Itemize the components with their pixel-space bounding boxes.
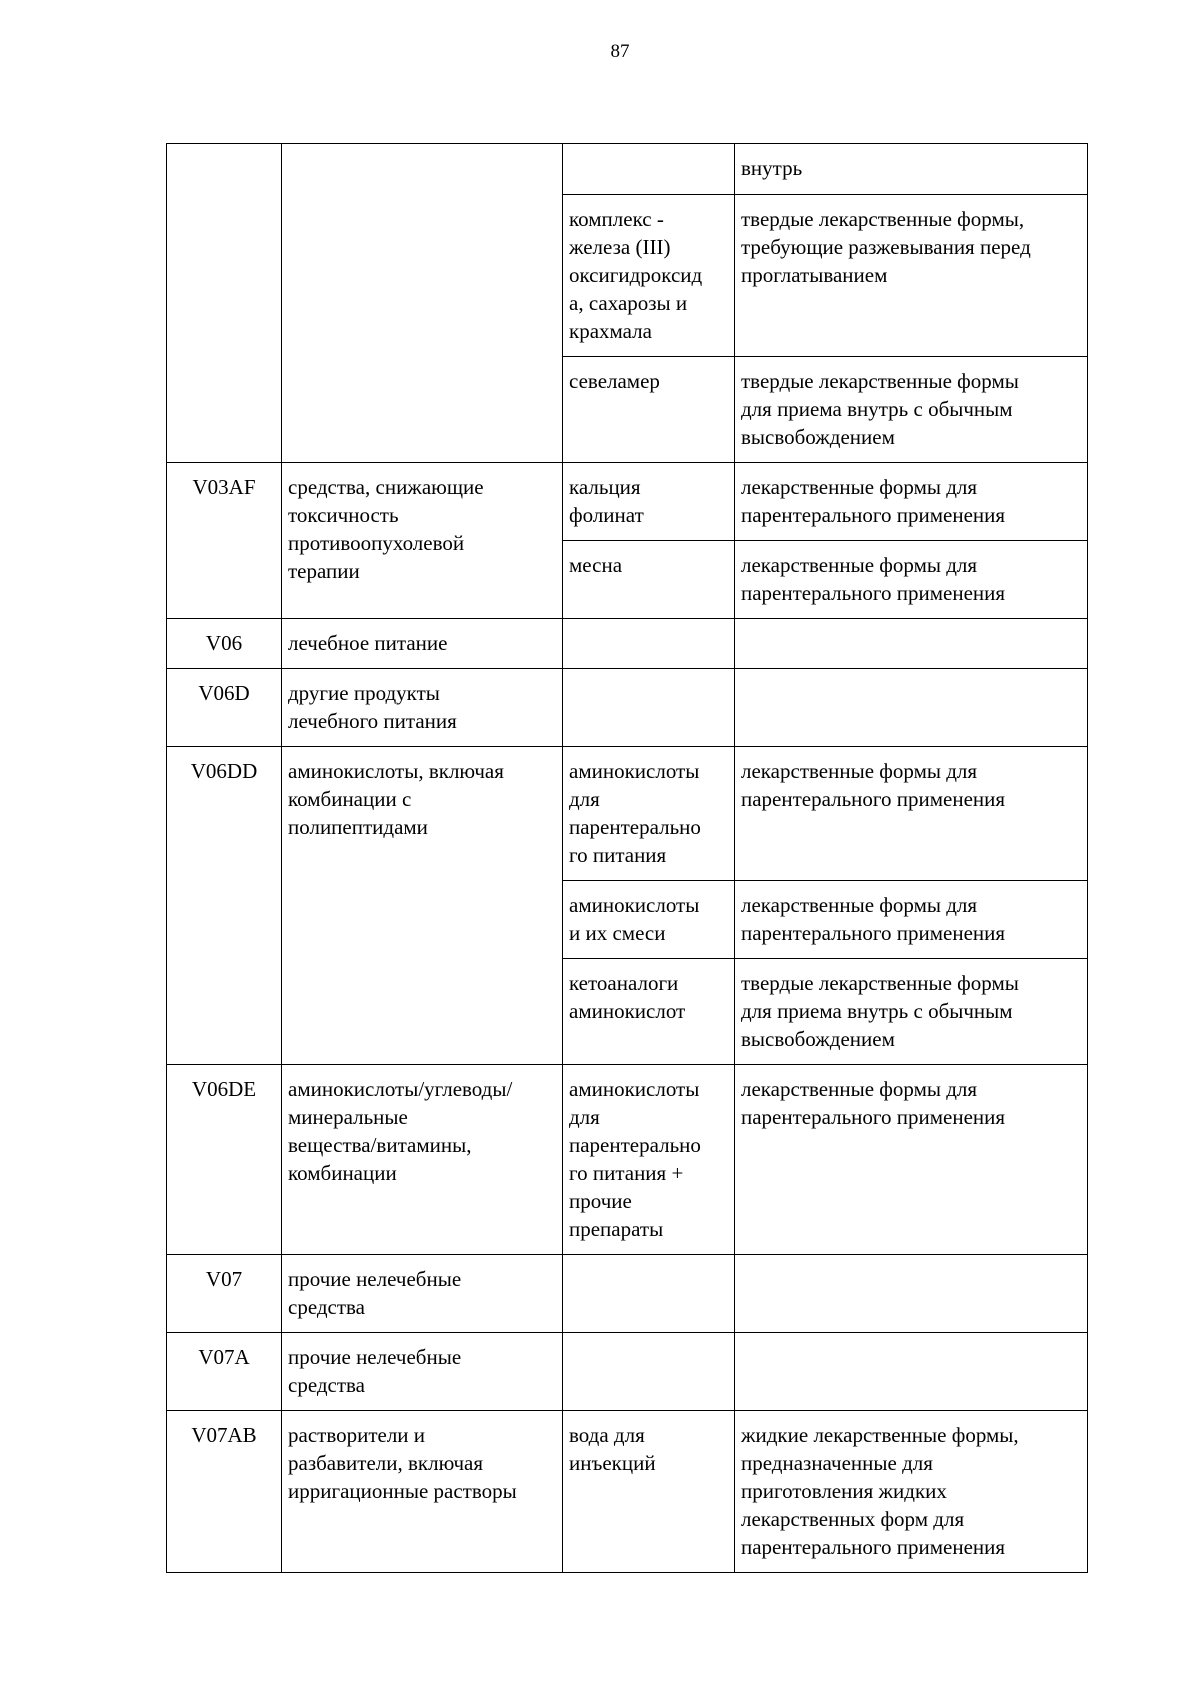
group-text [288, 1075, 556, 1187]
cell-line: кетоаналоги [569, 971, 679, 995]
group-text: лечебное питание [288, 631, 448, 655]
form-text [741, 1421, 1081, 1561]
substance-text: месна [569, 553, 623, 577]
cell-line: полипептидами [288, 815, 428, 839]
cell-line: вещества/витамины, [288, 1133, 472, 1157]
cell-line: терапии [288, 559, 360, 583]
cell-line: оксигидроксид [569, 263, 703, 287]
cell-line: го питания [569, 843, 667, 867]
group-text [288, 679, 556, 735]
substance-cell [563, 463, 735, 541]
cell-line: лечебного питания [288, 709, 457, 733]
substance-cell [563, 881, 735, 959]
form-cell [735, 1065, 1088, 1255]
cell-line: аминокислоты [569, 893, 700, 917]
cell-line: парентерального применения [741, 787, 1006, 811]
substance-cell [563, 1411, 735, 1573]
substance-text: севеламер [569, 369, 660, 393]
page-number: 87 [610, 41, 630, 62]
form-cell [735, 195, 1088, 357]
cell-line: жидкие лекарственные формы, [741, 1423, 1019, 1447]
group-cell [282, 144, 563, 463]
cell-line: лекарственные формы для [741, 893, 978, 917]
cell-line: твердые лекарственные формы, [741, 207, 1025, 231]
atc-code-cell [167, 747, 282, 1065]
substance-cell [563, 669, 735, 747]
cell-line: парентерального применения [741, 921, 1006, 945]
substance-cell [563, 195, 735, 357]
cell-line: парентерального применения [741, 1535, 1006, 1559]
cell-line: фолинат [569, 503, 644, 527]
substance-cell [563, 747, 735, 881]
atc-code-cell [167, 619, 282, 669]
table-row [167, 1065, 1088, 1255]
form-cell [735, 1333, 1088, 1411]
group-cell [282, 1411, 563, 1573]
substance-text [569, 891, 728, 947]
cell-line: парентерально [569, 1133, 701, 1157]
table-row [167, 747, 1088, 881]
cell-line: парентерально [569, 815, 701, 839]
group-cell [282, 669, 563, 747]
cell-line: для приема внутрь с обычным [741, 397, 1013, 421]
form-text [741, 891, 1081, 947]
cell-line: комбинации с [288, 787, 412, 811]
form-text [741, 757, 1081, 813]
form-cell [735, 747, 1088, 881]
table-row [167, 619, 1088, 669]
form-cell [735, 541, 1088, 619]
form-cell [735, 881, 1088, 959]
cell-line: аминокислот [569, 999, 686, 1023]
form-text [741, 969, 1081, 1053]
cell-line: растворители и [288, 1423, 426, 1447]
group-text [288, 473, 556, 585]
cell-line: го питания + [569, 1161, 684, 1185]
cell-line: комплекс - [569, 207, 664, 231]
cell-line: токсичность [288, 503, 399, 527]
cell-line: аминокислоты, включая [288, 759, 504, 783]
cell-line: предназначенные для [741, 1451, 933, 1475]
cell-line: железа (III) [569, 235, 671, 259]
group-text [288, 1421, 556, 1505]
form-cell [735, 463, 1088, 541]
substance-cell [563, 1065, 735, 1255]
atc-code: V03AF [192, 475, 256, 499]
drug-table [166, 143, 1088, 1573]
form-text [741, 473, 1081, 529]
cell-line: парентерального применения [741, 581, 1006, 605]
substance-text [569, 757, 728, 869]
atc-code: V06 [205, 631, 243, 655]
substance-text [569, 205, 728, 345]
cell-line: прочие нелечебные [288, 1345, 462, 1369]
substance-cell [563, 619, 735, 669]
cell-line: инъекций [569, 1451, 656, 1475]
substance-cell [563, 1333, 735, 1411]
atc-code: V07 [205, 1267, 243, 1291]
group-text [288, 757, 556, 841]
table-row [167, 1333, 1088, 1411]
cell-line: аминокислоты [569, 1077, 700, 1101]
atc-code: V06DD [190, 759, 258, 783]
form-cell [735, 959, 1088, 1065]
group-cell [282, 1065, 563, 1255]
cell-line: для [569, 787, 600, 811]
cell-line: комбинации [288, 1161, 397, 1185]
cell-line: приготовления жидких [741, 1479, 947, 1503]
cell-line: аминокислоты/углеводы/ [288, 1077, 513, 1101]
atc-code: V06DE [191, 1077, 257, 1101]
table-row [167, 144, 1088, 195]
form-text [741, 367, 1081, 451]
atc-code: V07AB [191, 1423, 257, 1447]
substance-cell [563, 357, 735, 463]
cell-line: крахмала [569, 319, 652, 343]
form-cell [735, 669, 1088, 747]
cell-line: средства, снижающие [288, 475, 484, 499]
form-text [741, 551, 1081, 607]
atc-code: V07A [198, 1345, 250, 1369]
cell-line: лекарственные формы для [741, 759, 978, 783]
cell-line: минеральные [288, 1105, 408, 1129]
cell-line: лекарственных форм для [741, 1507, 965, 1531]
form-cell [735, 1411, 1088, 1573]
form-cell [735, 1255, 1088, 1333]
cell-line: противоопухолевой [288, 531, 465, 555]
cell-line: лекарственные формы для [741, 475, 978, 499]
group-text [288, 1343, 556, 1399]
cell-line: высвобождением [741, 425, 895, 449]
form-cell [735, 619, 1088, 669]
substance-text [569, 1421, 728, 1477]
group-cell [282, 463, 563, 619]
substance-cell [563, 541, 735, 619]
atc-code-cell [167, 1333, 282, 1411]
cell-line: препараты [569, 1217, 664, 1241]
cell-line: парентерального применения [741, 1105, 1006, 1129]
form-cell [735, 357, 1088, 463]
cell-line: средства [288, 1373, 366, 1397]
cell-line: а, сахарозы и [569, 291, 688, 315]
atc-code-cell [167, 1065, 282, 1255]
cell-line: высвобождением [741, 1027, 895, 1051]
cell-line: для [569, 1105, 600, 1129]
cell-line: требующие разжевывания перед [741, 235, 1031, 259]
cell-line: ирригационные растворы [288, 1479, 517, 1503]
group-text [288, 1265, 556, 1321]
table-row [167, 1411, 1088, 1573]
table-row [167, 1255, 1088, 1333]
substance-cell [563, 959, 735, 1065]
atc-code-cell [167, 1411, 282, 1573]
substance-text [569, 969, 728, 1025]
cell-line: твердые лекарственные формы [741, 369, 1019, 393]
form-text: внутрь [741, 156, 803, 180]
cell-line: твердые лекарственные формы [741, 971, 1019, 995]
substance-text [569, 1075, 728, 1243]
cell-line: разбавители, включая [288, 1451, 484, 1475]
table-row [167, 463, 1088, 541]
form-text [741, 205, 1081, 289]
cell-line: аминокислоты [569, 759, 700, 783]
table-row [167, 669, 1088, 747]
atc-code: V06D [198, 681, 250, 705]
cell-line: проглатыванием [741, 263, 888, 287]
atc-code-cell [167, 669, 282, 747]
cell-line: кальция [569, 475, 641, 499]
cell-line: лекарственные формы для [741, 553, 978, 577]
substance-text [569, 473, 728, 529]
cell-line: вода для [569, 1423, 645, 1447]
substance-cell [563, 144, 735, 195]
group-cell [282, 1333, 563, 1411]
form-cell [735, 144, 1088, 195]
substance-cell [563, 1255, 735, 1333]
cell-line: прочие нелечебные [288, 1267, 462, 1291]
group-cell [282, 1255, 563, 1333]
form-text [741, 1075, 1081, 1131]
atc-code-cell [167, 463, 282, 619]
cell-line: другие продукты [288, 681, 440, 705]
atc-code-cell [167, 144, 282, 463]
cell-line: лекарственные формы для [741, 1077, 978, 1101]
cell-line: прочие [569, 1189, 632, 1213]
group-cell [282, 747, 563, 1065]
cell-line: средства [288, 1295, 366, 1319]
group-cell [282, 619, 563, 669]
cell-line: для приема внутрь с обычным [741, 999, 1013, 1023]
atc-code-cell [167, 1255, 282, 1333]
cell-line: и их смеси [569, 921, 666, 945]
cell-line: парентерального применения [741, 503, 1006, 527]
